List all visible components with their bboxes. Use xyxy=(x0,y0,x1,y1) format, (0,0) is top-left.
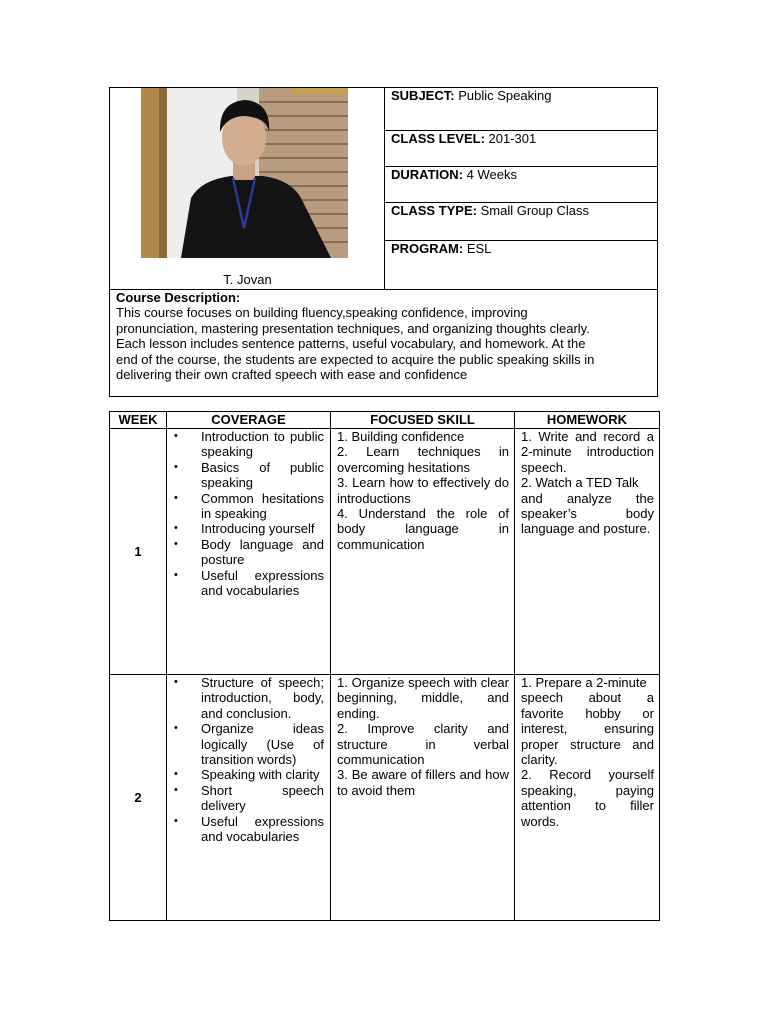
list-item: • Body language and posture xyxy=(201,537,324,568)
homework-item: and analyze the speaker’s body language and posture. xyxy=(521,490,654,537)
description-heading: Course Description: xyxy=(116,290,241,305)
duration-field xyxy=(385,167,658,203)
focused-skill-cell xyxy=(331,429,515,675)
class-level-label: CLASS LEVEL: xyxy=(391,131,485,146)
skill-item: 4. Understand the role of body language in communication xyxy=(337,506,509,552)
description-line: This course focuses on building fluency,speaking confidence, improving xyxy=(116,305,528,321)
skill-item: 1. Building confidence xyxy=(337,429,465,444)
table-row xyxy=(110,429,660,675)
homework-item: 2. Record yourself speaking, paying attention to filler words. xyxy=(521,767,654,829)
subject-field xyxy=(385,88,658,131)
week-number: 1 xyxy=(110,429,167,675)
table-row xyxy=(110,675,660,921)
program-label: PROGRAM: xyxy=(391,241,464,256)
duration-label: DURATION: xyxy=(391,167,463,182)
homework-item: 1. Write and record a 2-minute introduction speech. xyxy=(521,429,654,475)
list-item: • Basics of public speaking xyxy=(201,460,324,491)
description-line: end of the course, the students are expected to acquire the public speaking skills in xyxy=(116,351,595,367)
week-number: 2 xyxy=(110,675,167,921)
homework-cell xyxy=(515,429,660,675)
schedule-table xyxy=(109,411,660,921)
skill-item: 1. Organize speech with clear beginning, middle, and ending. xyxy=(337,675,509,721)
list-item: • Structure of speech; introduction, body, and conclusion. xyxy=(201,675,324,721)
program-field xyxy=(385,241,658,289)
homework-header: HOMEWORK xyxy=(515,412,660,429)
list-item: • Speaking with clarity xyxy=(201,767,324,782)
teacher-name: T. Jovan xyxy=(223,272,272,287)
coverage-cell xyxy=(167,429,331,675)
coverage-list xyxy=(167,675,330,844)
skill-item: 2. Improve clarity and structure in verbal communication xyxy=(337,721,509,768)
list-item: • Introducing yourself xyxy=(201,521,324,536)
program-value: ESL xyxy=(466,241,492,256)
teacher-photo-cell xyxy=(110,88,385,289)
list-item: • Organize ideas logically (Use of transition words) xyxy=(201,721,324,767)
subject-value: Public Speaking xyxy=(458,88,552,103)
week-header: WEEK xyxy=(110,412,167,429)
subject-label: SUBJECT: xyxy=(391,88,455,103)
coverage-header: COVERAGE xyxy=(167,412,331,429)
list-item: • Introduction to public speaking xyxy=(201,429,324,460)
homework-item: speech about a favorite hobby or interest, ensuring proper structure and clarity. xyxy=(521,690,654,768)
skill-item: 3. Learn how to effectively do introductions xyxy=(337,475,509,506)
course-info-table xyxy=(109,87,658,397)
list-item: • Common hesitations in speaking xyxy=(201,491,324,522)
coverage-cell xyxy=(167,675,331,921)
description-line: pronunciation, mastering presentation techniques, and organizing thoughts clearly. xyxy=(116,320,590,336)
focused-skill-header: FOCUSED SKILL xyxy=(331,412,515,429)
list-item: • Useful expressions and vocabularies xyxy=(201,814,324,845)
coverage-list xyxy=(167,429,330,598)
teacher-photo xyxy=(141,88,348,258)
class-type-value: Small Group Class xyxy=(480,203,589,218)
class-level-value: 201-301 xyxy=(488,131,537,146)
list-item: • Short speech delivery xyxy=(201,783,324,814)
list-item: • Useful expressions and vocabularies xyxy=(201,568,324,599)
skill-item: 3. Be aware of fillers and how to avoid them xyxy=(337,767,509,798)
schedule-header-row xyxy=(110,412,660,429)
course-description xyxy=(110,289,657,382)
skill-item: 2. Learn techniques in overcoming hesitations xyxy=(337,444,509,475)
homework-item: 2. Watch a TED Talk xyxy=(521,475,639,491)
description-line: Each lesson includes sentence patterns, useful vocabulary, and homework. At the xyxy=(116,336,586,352)
class-level-field xyxy=(385,131,658,167)
duration-value: 4 Weeks xyxy=(466,167,517,182)
class-type-label: CLASS TYPE: xyxy=(391,203,477,218)
description-line: delivering their own crafted speech with ease and confidence xyxy=(116,367,468,383)
homework-cell xyxy=(515,675,660,921)
focused-skill-cell xyxy=(331,675,515,921)
homework-item: 1. Prepare a 2-minute xyxy=(521,675,647,690)
class-type-field xyxy=(385,203,658,241)
